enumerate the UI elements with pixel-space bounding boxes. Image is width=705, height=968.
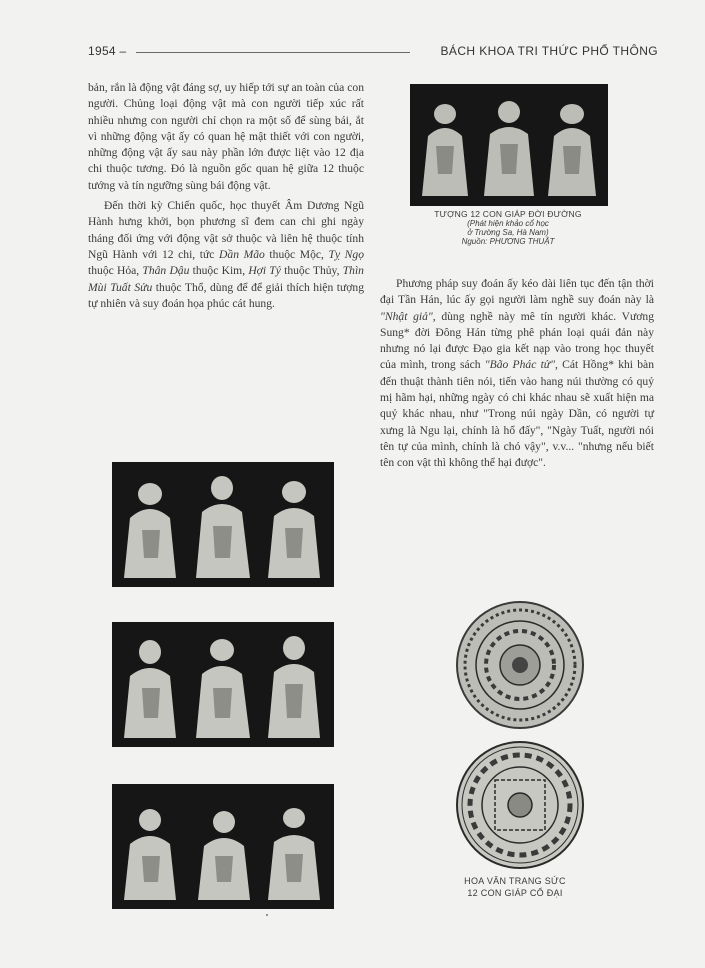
statues-image bbox=[112, 784, 334, 909]
right-paragraph-1: Phương pháp suy đoán ấy kéo dài liên tục đến tận thời đại Tần Hán, lúc ấy gọi người làm nghề suy đoán này là "Nhật giả", dùng nghề này mê tín người khác. Vương Sung* đời Đông Hán từng phê phán loại quái đản này nhưng nó lại được Đạo gia kết nạp vào trong học thuyết của mình, trong sách "Bão Phác tử", Cát Hồng* khi bàn đến thuật thành tiên nói, tiến vào hang núi thường có quỷ mị hãm hại, những ngày có chi khác nhau sẽ xuất hiện ma quỷ khác nhau, như "Trong núi ngày Dần, có người tự xưng là Ngu lại, chính là hổ đấy", "Ngày Tuất, người nói tên tự của mình, chính là chó vậy", v.v... "nhưng nếu biết tên con vật thì không thể hại được". bbox=[380, 277, 655, 470]
caption-note-2: ở Trường Sa, Hà Nam) bbox=[467, 228, 549, 237]
caption-line-2: 12 CON GIÁP CỔ ĐẠI bbox=[467, 888, 563, 898]
left-paragraph-1: bản, rắn là động vật đáng sợ, uy hiếp tới sự an toàn của con người. Chủng loại động vật mà con người tiếp xúc rất nhiều nhưng con người chỉ chọn ra một số để sùng bái, ắt vì những động vật ấy có quan hệ mật thiết với con người, những động vật ấy sau này phần lớn được liệt vào 12 địa chi thuộc tương. Đó là nguồn gốc quan hệ giữa 12 thuộc tướng và tín ngưỡng sùng bái động vật. bbox=[88, 81, 364, 192]
page-speck bbox=[266, 914, 268, 916]
zodiac-statues-photo-2 bbox=[112, 622, 334, 747]
caption-source: Nguồn: PHƯƠNG THUẬT bbox=[461, 237, 555, 246]
running-title: BÁCH KHOA TRI THỨC PHỔ THÔNG bbox=[440, 44, 658, 58]
page-number: 1954 – bbox=[88, 44, 127, 58]
header-rule bbox=[136, 52, 410, 53]
zodiac-statues-photo-top bbox=[410, 84, 608, 206]
caption-note-1: (Phát hiện khảo cổ học bbox=[467, 219, 549, 228]
zodiac-mirror-medallion-2 bbox=[455, 740, 585, 870]
zodiac-statues-photo-1 bbox=[112, 462, 334, 587]
caption-line-1: HOA VĂN TRANG SỨC bbox=[464, 876, 566, 886]
statues-image bbox=[112, 462, 334, 587]
bottom-figure-caption bbox=[440, 875, 590, 899]
running-header bbox=[88, 44, 658, 64]
statues-image bbox=[410, 84, 608, 206]
statues-image bbox=[112, 622, 334, 747]
left-column bbox=[88, 80, 364, 316]
zodiac-mirror-medallion-1 bbox=[455, 600, 585, 730]
left-paragraph-2: Đến thời kỳ Chiến quốc, học thuyết Âm Dương Ngũ Hành hưng khởi, bọn phương sĩ đem can chi ghi ngày tháng đối ứng với động vật sở thuộc và liên hệ thuộc tính Ngũ Hành với 12 chi, tức Dần Mão thuộc Mộc, Tỵ Ngọ thuộc Hỏa, Thân Dậu thuộc Kim, Hợi Tý thuộc Thủy, Thìn Mùi Tuất Sửu thuộc Thổ, dùng để để giải thích hiện tượng tự nhiên và suy đoán họa phúc cát hung. bbox=[88, 199, 365, 310]
right-column bbox=[380, 276, 654, 476]
top-figure-caption bbox=[410, 209, 606, 246]
caption-title: TƯỢNG 12 CON GIÁP ĐỜI ĐƯỜNG bbox=[434, 209, 582, 219]
zodiac-statues-photo-3 bbox=[112, 784, 334, 909]
